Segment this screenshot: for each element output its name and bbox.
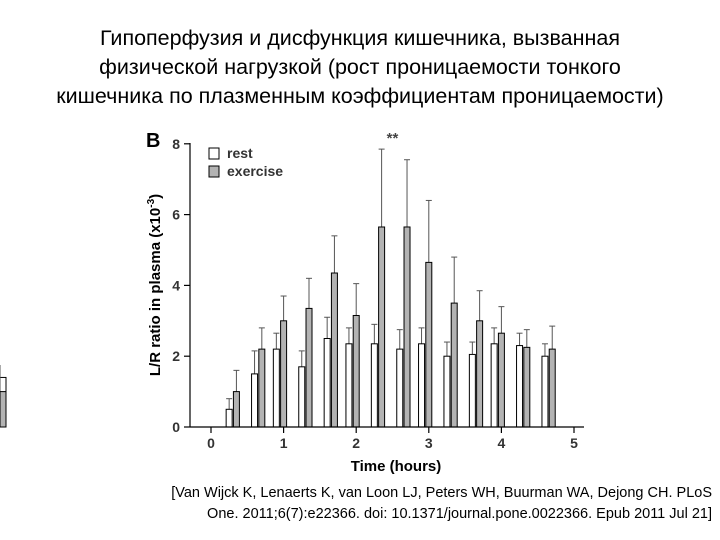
x-tick-label: 1 [279,435,288,451]
bar-rest [517,346,523,427]
bar-exercise [549,349,555,427]
x-tick-label: 2 [352,435,361,451]
legend-label-rest: rest [227,145,253,161]
bar-exercise [259,349,265,427]
y-axis-label-suffix: ) [147,193,164,199]
x-tick-label: 4 [497,435,506,451]
x-axis-label: Time (hours) [350,458,442,475]
x-tick-label: 5 [570,435,578,451]
y-tick-label: 8 [172,135,180,152]
x-tick-label: 3 [424,435,433,451]
slide-title-line-1: Гипоперфузия и дисфункция кишечника, вызванная [100,26,620,50]
bar-exercise [426,262,432,427]
bar-rest [252,374,258,427]
bar-exercise [233,392,239,427]
y-tick-label: 2 [172,348,180,365]
bar-rest [444,356,450,427]
bar-exercise [281,321,287,427]
legend-swatch-exercise [209,166,219,177]
citation-line-1: [Van Wijck K, Lenaerts K, van Loon LJ, Peters WH, Buurman WA, Dejong CH. PLoS [171,485,712,501]
bar-rest [299,367,305,427]
bar-rest [226,409,232,427]
y-tick-label: 0 [172,419,180,435]
bar-rest [419,344,425,427]
bar-rest [346,344,352,427]
citation [100,483,712,525]
bar-exercise [404,227,410,427]
y-tick-label: 4 [172,277,180,294]
bar-rest [371,344,377,427]
bar-exercise [0,392,6,427]
bar-exercise [451,303,457,427]
bar-exercise [353,315,359,427]
bars-group [0,149,555,427]
y-tick-label: 6 [172,206,180,223]
bar-exercise [524,347,530,427]
bar-rest [491,344,497,427]
legend-label-exercise: exercise [227,163,284,179]
panel-label: B [146,130,161,152]
y-axis-label [146,194,164,376]
legend [209,145,283,179]
bar-exercise [477,321,483,427]
citation-line-2: One. 2011;6(7):e22366. doi: 10.1371/journal.pone.0022366. Epub 2011 Jul 21] [207,506,712,522]
slide-title-line-2: физической нагрузкой (рост проницаемости тонкого [99,55,621,79]
bar-rest [469,354,475,427]
y-axis-label-main: L/R ratio in plasma (x10 [147,207,164,377]
bar-exercise [331,273,337,427]
slide-title-line-3: кишечника по плазменным коэффициентам проницаемости) [56,84,664,108]
x-tick-label: 0 [207,435,215,451]
bar-exercise [498,333,504,427]
significance-marker: ** [386,130,399,147]
bar-rest [273,349,279,427]
y-axis-label-exponent: -3 [146,198,157,208]
bar-exercise [306,308,312,427]
bar-rest [542,356,548,427]
bar-rest [397,349,403,427]
bar-rest [324,339,330,428]
legend-swatch-rest [209,148,219,159]
bar-exercise [379,227,385,427]
